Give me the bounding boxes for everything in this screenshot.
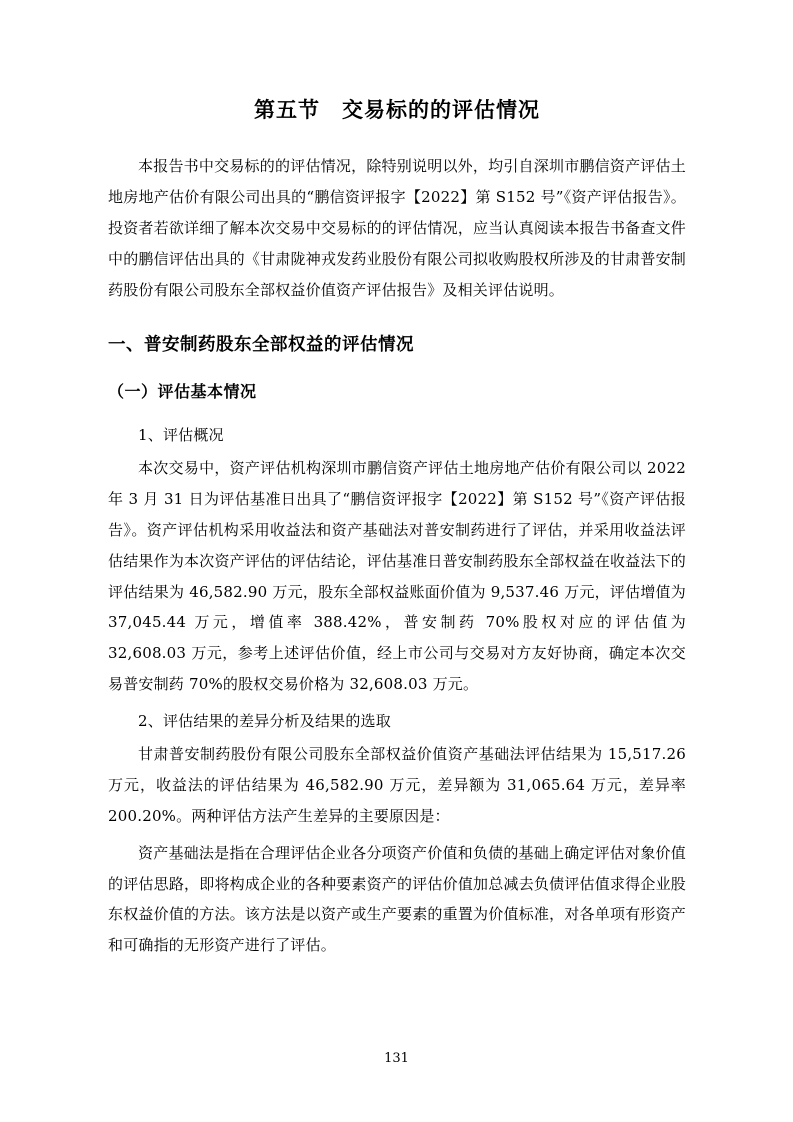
paragraph-3: 资产基础法是指在合理评估企业各分项资产价值和负债的基础上确定评估对象价值的评估思路，即将构成企业的各种要素资产的评估价值加总减去负债评估值求得企业股东权益价值的方法。该方法是以资产或生产要素的重置为价值标准，对各单项有形资产和可确指的无形资产进行了评估。 — [108, 843, 686, 955]
heading-level-1: 一、普安制药股东全部权益的评估情况 — [108, 334, 414, 355]
intro-paragraph: 本报告书中交易标的的评估情况，除特别说明以外，均引自深圳市鹏信资产评估土地房地产估价有限公司出具的“鹏信资评报字【2022】第 S152 号”《资产评估报告》。投资者若欲详细了解本次交易中交易标的的评估情况，应当认真阅读本报告书备查文件中的鹏信评估出具的《甘肃陇神戎发药业股份有限公司拟收购股权所涉及的甘肃普安制药股份有限公司股东全部权益价值资产评估报告》及相关评估说明。 — [108, 157, 686, 299]
paragraph-2: 甘肃普安制药股份有限公司股东全部权益价值资产基础法评估结果为 15,517.26 万元，收益法的评估结果为 46,582.90 万元，差异额为 31,065.64 万元，差异率 200.20%。两种评估方法产生差异的主要原因是： — [108, 745, 686, 825]
page-title: 第五节 交易标的的评估情况 — [254, 98, 540, 122]
page-content — [108, 96, 686, 967]
sub-heading-2: 2、评估结果的差异分析及结果的选取 — [138, 712, 391, 731]
paragraph-1: 本次交易中，资产评估机构深圳市鹏信资产评估土地房地产估价有限公司以 2022 年 3 月 31 日为评估基准日出具了“鹏信资评报字【2022】第 S152 号”《资产评估报告》。资产评估机构采用收益法和资产基础法对普安制药进行了评估，并采用收益法评估结果作为本次资产评估的评估结论，评估基准日普安制药股东全部权益在收益法下的评估结果为 46,582.90 万元，股东全部权益账面价值为 9,537.46 万元，评估增值为 37,045.44 万元，增值率 388.42%，普安制药 70%股权对应的评估值为 32,608.03 万元，参考上述评估价值，经上市公司与交易对方友好协商，确定本次交易普安制药 70%的股权交易价格为 32,608.03 万元。 — [108, 458, 686, 694]
sub-heading-1: 1、评估概况 — [138, 426, 224, 445]
page-number: 131 — [384, 1051, 409, 1066]
heading-level-2: （一）评估基本情况 — [108, 382, 257, 402]
